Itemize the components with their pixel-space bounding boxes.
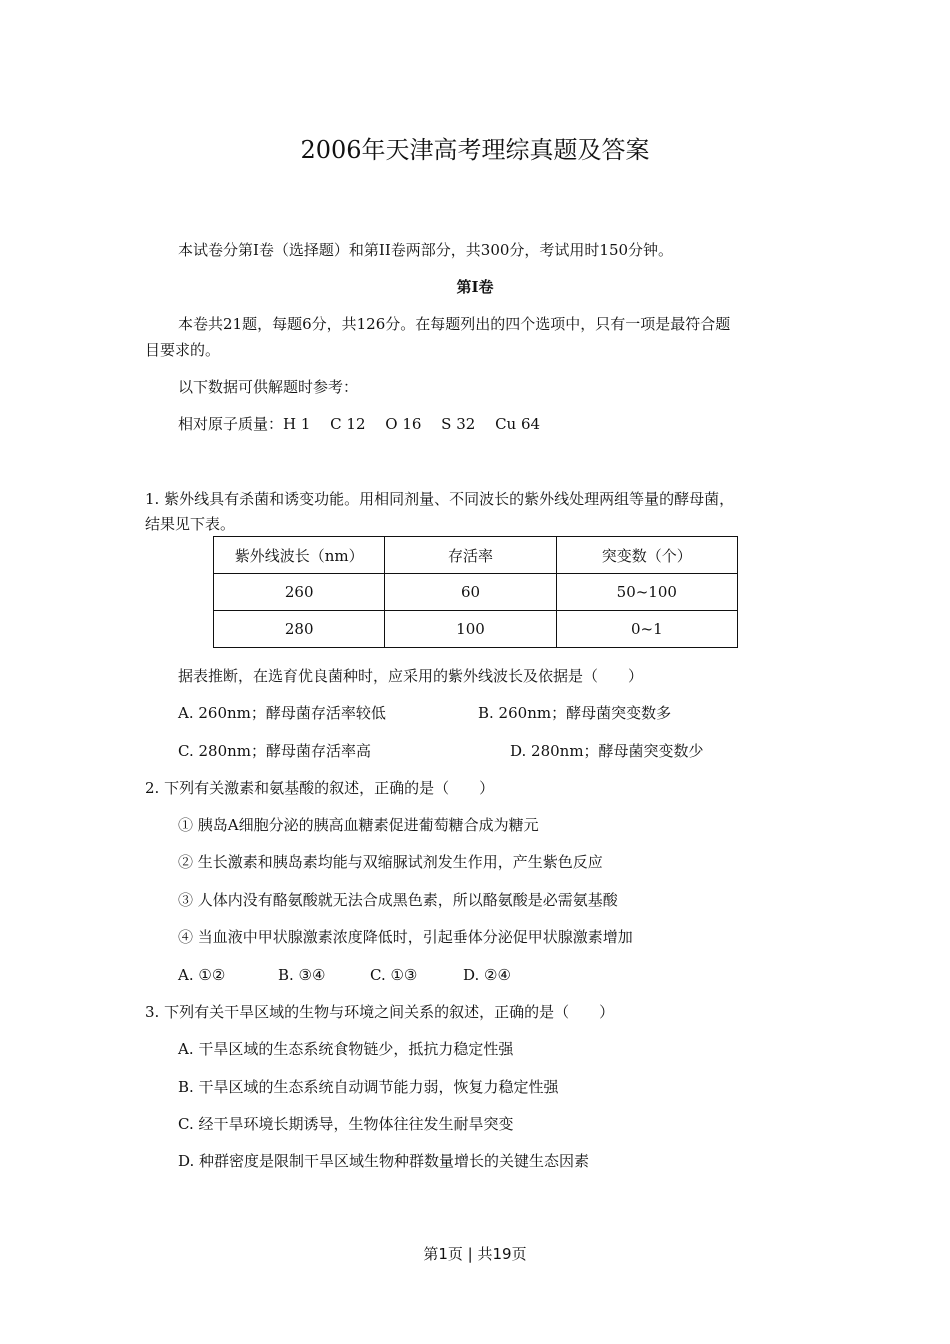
table-cell: 0~1 (556, 611, 737, 648)
q1-option-b: B. 260nm；酵母菌突变数多 (478, 704, 672, 722)
q1-option-a: A. 260nm；酵母菌存活率较低 (178, 704, 386, 722)
q2-item-3: ③ 人体内没有酪氨酸就无法合成黑色素，所以酪氨酸是必需氨基酸 (178, 891, 618, 909)
page-footer: 第1页 | 共19页 (423, 1245, 527, 1263)
q3-option-a: A. 干旱区域的生态系统食物链少，抵抗力稳定性强 (178, 1040, 514, 1058)
table-cell: 260 (214, 574, 385, 611)
section-description-line2: 目要求的。 (145, 341, 221, 359)
q1-option-c: C. 280nm；酵母菌存活率高 (178, 742, 371, 760)
table-header-cell: 突变数（个） (556, 537, 737, 574)
q2-option-c: C. ①③ (370, 966, 418, 984)
q2-item-1: ① 胰岛A细胞分泌的胰高血糖素促进葡萄糖合成为糖元 (178, 816, 539, 834)
q2-item-4: ④ 当血液中甲状腺激素浓度降低时，引起垂体分泌促甲状腺激素增加 (178, 928, 633, 946)
section-title: 第I卷 (456, 278, 494, 296)
table-cell: 60 (385, 574, 556, 611)
atomic-mass-line: 相对原子质量：H 1 C 12 O 16 S 32 Cu 64 (178, 415, 541, 433)
reference-data-note: 以下数据可供解题时参考： (178, 378, 359, 396)
uv-results-table (213, 536, 738, 648)
page-title: 2006年天津高考理综真题及答案 (300, 136, 650, 164)
q3-option-c: C. 经干旱环境长期诱导，生物体往往发生耐旱突变 (178, 1115, 514, 1133)
q1-stem-line1: 1. 紫外线具有杀菌和诱变功能。用相同剂量、不同波长的紫外线处理两组等量的酵母菌， (145, 490, 735, 508)
q1-question: 据表推断，在选育优良菌种时，应采用的紫外线波长及依据是（ ） (178, 667, 644, 685)
q2-item-2: ② 生长激素和胰岛素均能与双缩脲试剂发生作用，产生紫色反应 (178, 853, 603, 871)
q2-option-a: A. ①② (178, 966, 226, 984)
table-header-cell: 紫外线波长（nm） (214, 537, 385, 574)
q1-option-d: D. 280nm；酵母菌突变数少 (510, 742, 704, 760)
table-row (214, 611, 738, 648)
intro-text: 本试卷分第I卷（选择题）和第II卷两部分，共300分，考试用时150分钟。 (178, 241, 674, 259)
q3-option-d: D. 种群密度是限制干旱区域生物种群数量增长的关键生态因素 (178, 1152, 590, 1170)
table-cell: 50~100 (556, 574, 737, 611)
table-header-row (214, 537, 738, 574)
table-cell: 280 (214, 611, 385, 648)
q2-option-b: B. ③④ (278, 966, 326, 984)
table-cell: 100 (385, 611, 556, 648)
q3-option-b: B. 干旱区域的生态系统自动调节能力弱，恢复力稳定性强 (178, 1078, 559, 1096)
q1-stem-line2: 结果见下表。 (145, 515, 236, 533)
q2-option-d: D. ②④ (463, 966, 511, 984)
q2-stem: 2. 下列有关激素和氨基酸的叙述，正确的是（ ） (145, 779, 495, 797)
q3-stem: 3. 下列有关干旱区域的生物与环境之间关系的叙述，正确的是（ ） (145, 1003, 615, 1021)
section-description-line1: 本卷共21题，每题6分，共126分。在每题列出的四个选项中，只有一项是最符合题 (178, 315, 731, 333)
table-header-cell: 存活率 (385, 537, 556, 574)
table-row (214, 574, 738, 611)
